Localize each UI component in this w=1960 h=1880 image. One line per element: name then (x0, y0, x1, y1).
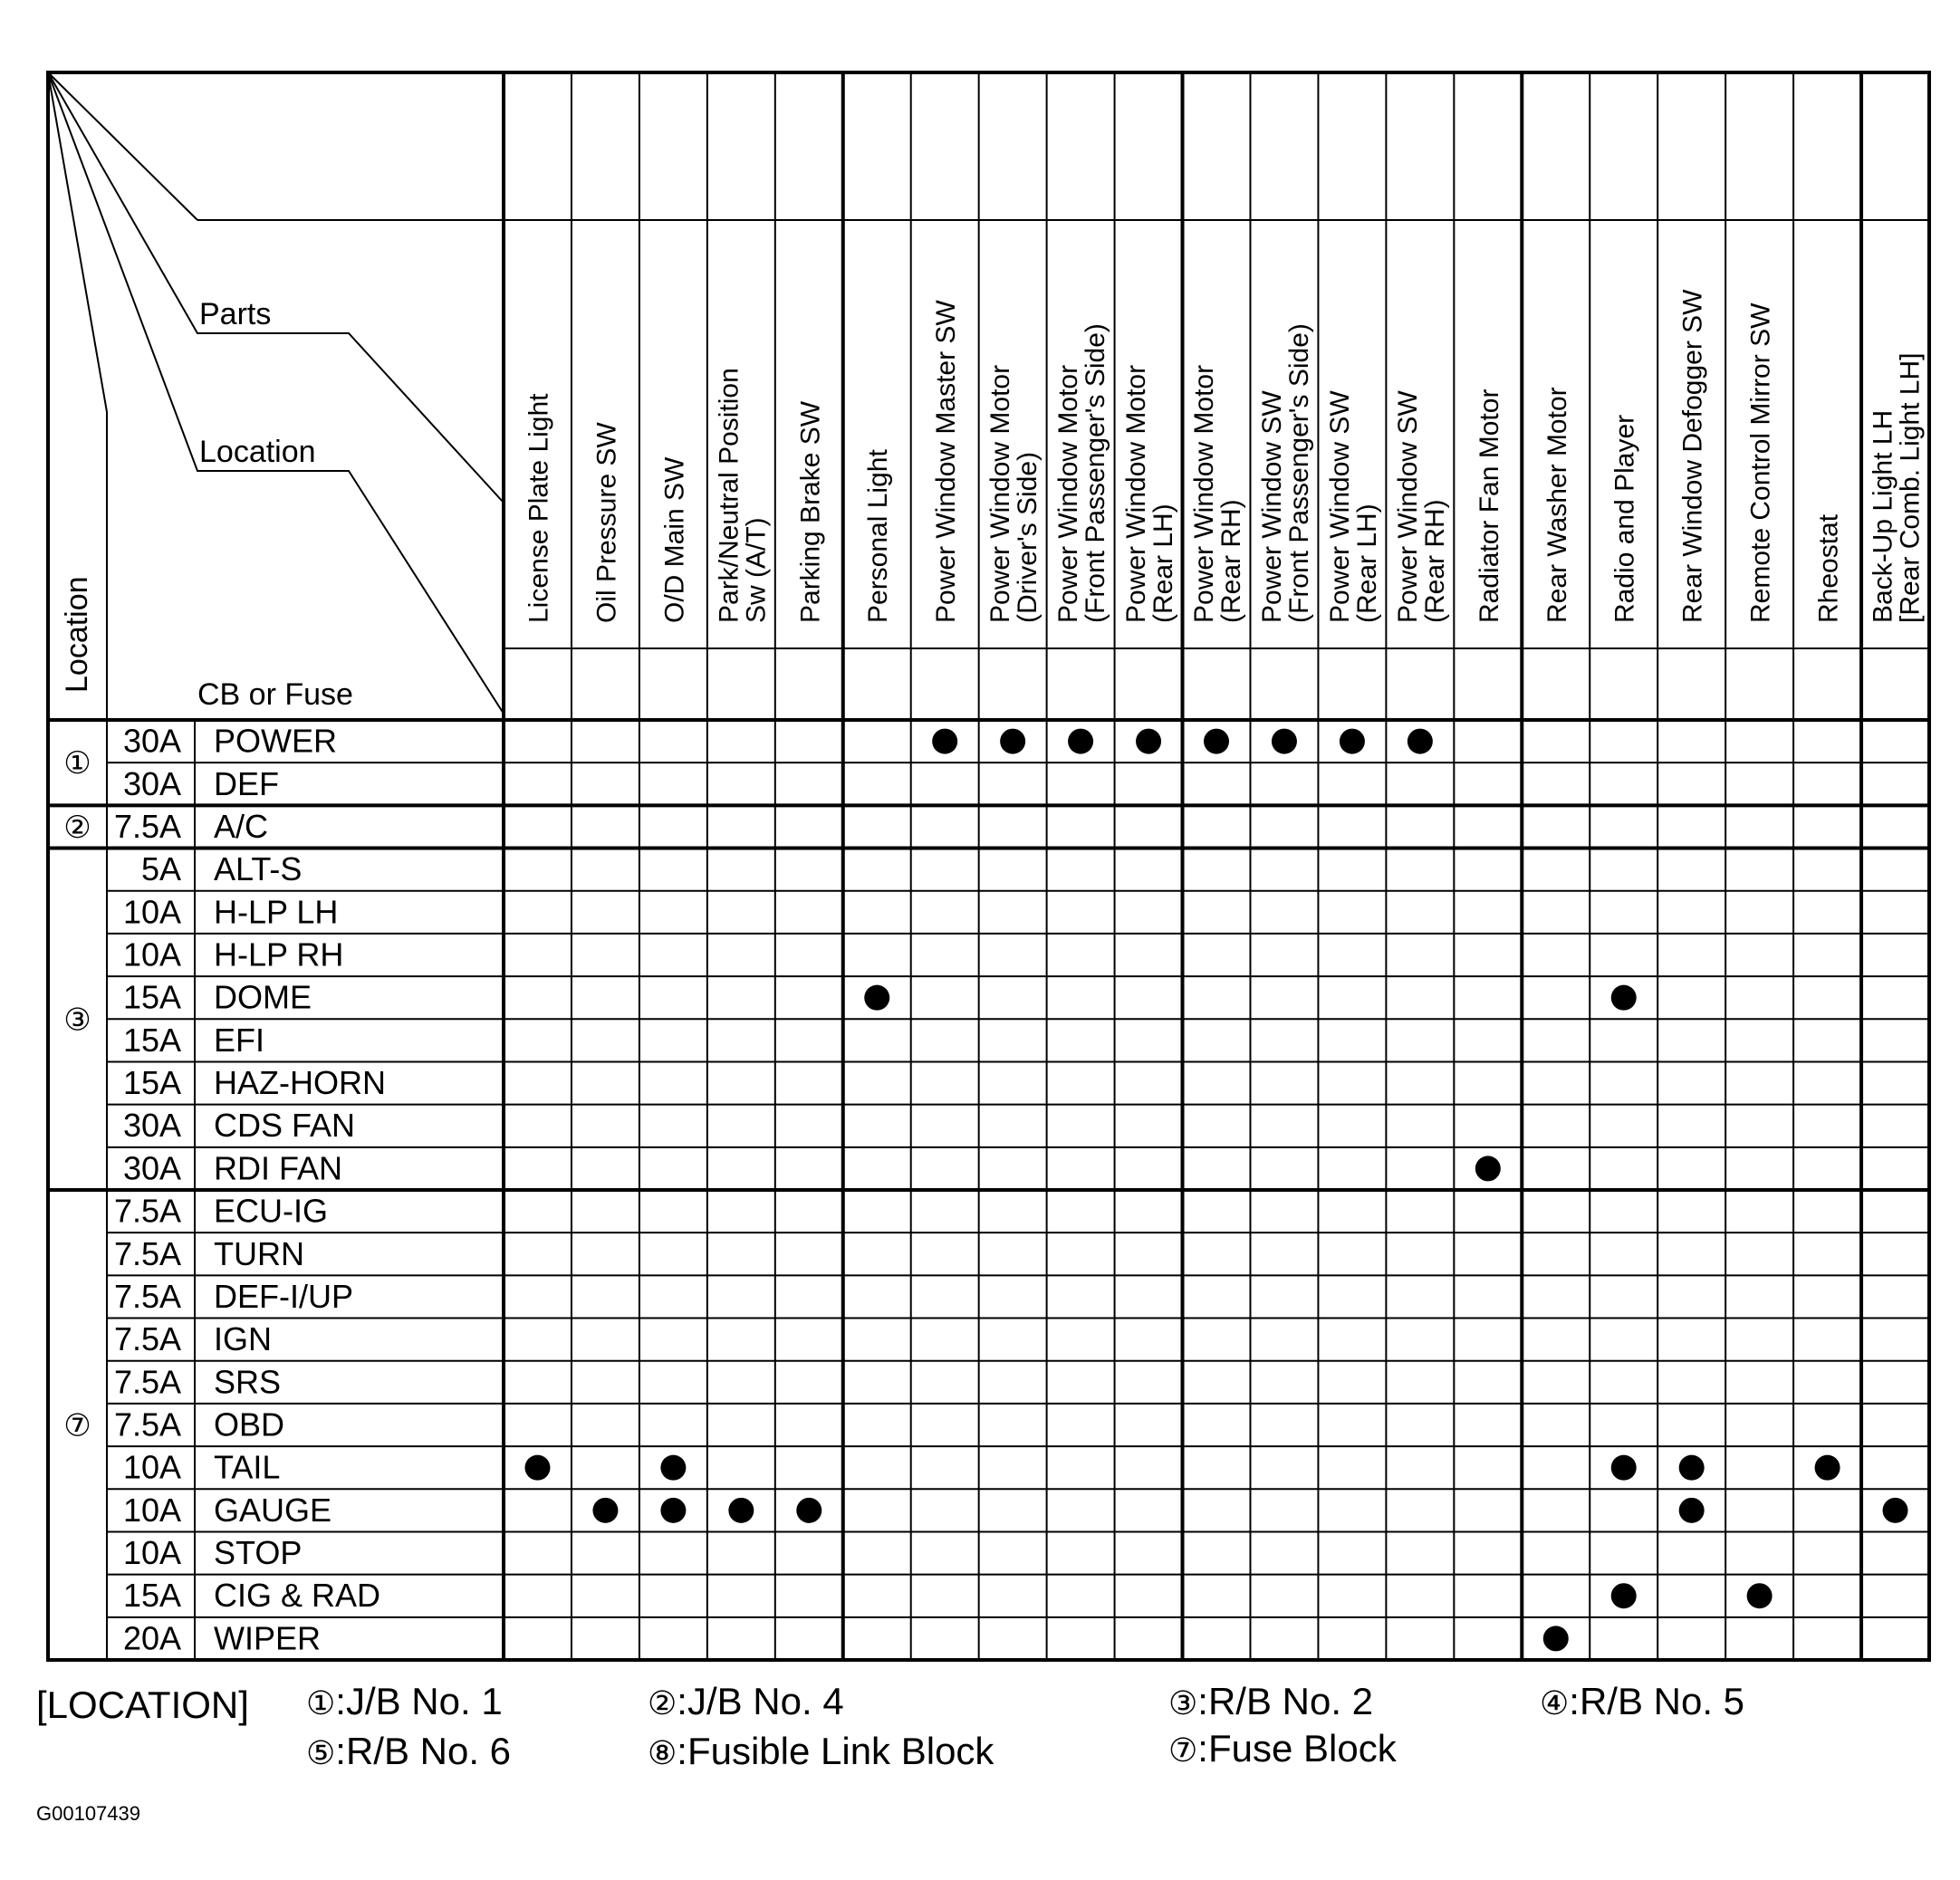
location-mark: ② (63, 810, 91, 845)
connection-dot (932, 729, 957, 754)
fuse-rating: 10A (122, 1491, 181, 1529)
connection-dot (796, 1498, 821, 1523)
connection-dot (592, 1498, 618, 1523)
connection-dot (1611, 1455, 1637, 1481)
fuse-name: DEF-I/UP (214, 1277, 354, 1315)
fuse-rating: 7.5A (113, 807, 181, 845)
column-header-10: Power Window Motor (1189, 364, 1219, 623)
fuse-name: IGN (214, 1320, 273, 1358)
legend-item: ①:J/B No. 1 (306, 1680, 503, 1722)
fuse-rating: 20A (122, 1619, 181, 1657)
fuse-name: OBD (214, 1405, 285, 1444)
connection-dot (1747, 1583, 1773, 1608)
fuse-name: EFI (214, 1021, 265, 1059)
fuse-rating: 10A (122, 935, 181, 974)
table-frame (48, 72, 1929, 1660)
connection-dot (1068, 729, 1093, 754)
column-header-13: Power Window SW (1392, 390, 1423, 623)
fuse-name: H-LP LH (214, 893, 339, 931)
column-header-9: Power Window Motor (1121, 364, 1152, 623)
connection-dot (1883, 1498, 1908, 1523)
location-column-label: Location (60, 576, 94, 693)
location-mark: ① (63, 746, 91, 782)
fuse-name: POWER (214, 722, 338, 760)
connection-dot (524, 1455, 550, 1481)
location-mark: ⑦ (63, 1408, 91, 1444)
connection-dot (660, 1455, 686, 1481)
column-header-11: Power Window SW (1256, 390, 1287, 623)
column-header-8: (Front Passenger's Side) (1081, 323, 1111, 623)
connection-dot (660, 1498, 686, 1523)
fuse-name: DOME (214, 978, 312, 1016)
grid-lines (48, 72, 1929, 1660)
column-header-7: (Driver's Side) (1013, 451, 1043, 623)
column-header-20: [Rear Comb. Light LH] (1895, 352, 1926, 623)
fuse-name: A/C (214, 807, 269, 845)
column-header-3: Park/Neutral Position (714, 368, 745, 623)
column-header-0: License Plate Light (524, 393, 554, 623)
column-header-18: Remote Control Mirror SW (1745, 302, 1776, 623)
fuse-column-label: CB or Fuse (197, 677, 353, 712)
header-diagonal-2 (48, 72, 504, 714)
fuse-name: ALT-S (214, 850, 303, 888)
fuse-rating: 30A (122, 1149, 181, 1187)
connection-dot (1679, 1498, 1705, 1523)
column-header-8: Power Window Motor (1053, 364, 1084, 623)
fuse-name: STOP (214, 1534, 303, 1572)
fuse-rating: 15A (122, 1021, 181, 1059)
fuse-rating: 10A (122, 1534, 181, 1572)
connection-dot (1340, 729, 1365, 754)
column-header-19: Rheostat (1813, 513, 1844, 623)
column-header-16: Radio and Player (1609, 414, 1640, 623)
fuse-rating: 7.5A (113, 1277, 181, 1315)
fuse-name: CDS FAN (214, 1107, 356, 1145)
legend-item: ②:J/B No. 4 (648, 1680, 844, 1722)
fuse-rating: 7.5A (113, 1234, 181, 1272)
fuse-name: ECU-IG (214, 1192, 328, 1230)
legend-item: ④:R/B No. 5 (1540, 1680, 1745, 1722)
connection-dot (1000, 729, 1025, 754)
connection-dot (1815, 1455, 1840, 1481)
fuse-rating: 15A (122, 1064, 181, 1102)
fuse-rating: 10A (122, 893, 181, 931)
connection-dot (1679, 1455, 1705, 1481)
connection-dot (1611, 985, 1637, 1011)
column-header-3: Sw (A/T) (741, 517, 772, 623)
fuse-rating: 15A (122, 978, 181, 1016)
parts-label: Parts (199, 297, 272, 331)
column-header-10: (Rear RH) (1216, 499, 1246, 623)
column-header-1: Oil Pressure SW (591, 422, 622, 623)
connection-dot (1136, 729, 1161, 754)
column-header-4: Parking Brake SW (795, 400, 826, 623)
fuse-name: GAUGE (214, 1491, 332, 1529)
column-header-15: Rear Washer Motor (1542, 387, 1572, 623)
fuse-rating: 30A (122, 722, 181, 760)
header-labels (60, 297, 353, 712)
connection-dot (1272, 729, 1297, 754)
fuse-rating: 7.5A (113, 1320, 181, 1358)
column-header-5: Personal Light (863, 449, 894, 623)
column-header-7: Power Window Motor (985, 364, 1016, 623)
fuse-name: RDI FAN (214, 1149, 343, 1187)
fuse-name: HAZ-HORN (214, 1064, 386, 1102)
legend-item: ⑦:Fuse Block (1168, 1727, 1397, 1770)
fuse-name: SRS (214, 1363, 282, 1401)
fuse-rating: 10A (122, 1448, 181, 1486)
location-mark: ③ (63, 1002, 91, 1038)
fuse-rating: 30A (122, 764, 181, 802)
fuse-name: CIG & RAD (214, 1577, 381, 1615)
legend-item: ③:R/B No. 2 (1168, 1680, 1374, 1722)
column-header-12: Power Window SW (1324, 390, 1355, 623)
column-header-9: (Rear LH) (1148, 504, 1179, 623)
connection-dot (1408, 729, 1433, 754)
fuse-name: H-LP RH (214, 935, 344, 974)
column-header-12: (Rear LH) (1351, 504, 1382, 623)
connection-dot (864, 985, 889, 1011)
legend-title: [LOCATION] (36, 1683, 249, 1726)
fuse-rating: 15A (122, 1577, 181, 1615)
column-header-14: Radiator Fan Motor (1474, 388, 1504, 623)
fuse-name: TURN (214, 1234, 304, 1272)
fuse-name: TAIL (214, 1448, 281, 1486)
location-legend (36, 1680, 1744, 1772)
column-headers (524, 289, 1925, 623)
fuse-name: WIPER (214, 1619, 322, 1657)
fuse-rating: 7.5A (113, 1192, 181, 1230)
connection-dot (1204, 729, 1229, 754)
fuse-name: DEF (214, 764, 279, 802)
column-header-2: O/D Main SW (659, 456, 690, 623)
column-header-11: (Front Passenger's Side) (1283, 323, 1314, 623)
connection-dot (1611, 1583, 1637, 1608)
fuse-rating: 7.5A (113, 1363, 181, 1401)
column-header-6: Power Window Master SW (931, 300, 962, 623)
column-header-17: Rear Window Defogger SW (1677, 289, 1708, 623)
fuse-rating: 5A (140, 850, 181, 888)
fuse-rating: 30A (122, 1107, 181, 1145)
column-header-20: Back-Up Light LH (1868, 409, 1898, 623)
connection-dot (728, 1498, 754, 1523)
legend-item: ⑧:Fusible Link Block (648, 1730, 994, 1772)
legend-item: ⑤:R/B No. 6 (306, 1730, 512, 1772)
connection-dot (1543, 1626, 1569, 1651)
figure-id: G00107439 (36, 1802, 140, 1825)
column-header-13: (Rear RH) (1419, 499, 1450, 623)
connection-dot (1475, 1156, 1501, 1181)
location-label: Location (199, 435, 316, 469)
fuse-rating: 7.5A (113, 1405, 181, 1444)
